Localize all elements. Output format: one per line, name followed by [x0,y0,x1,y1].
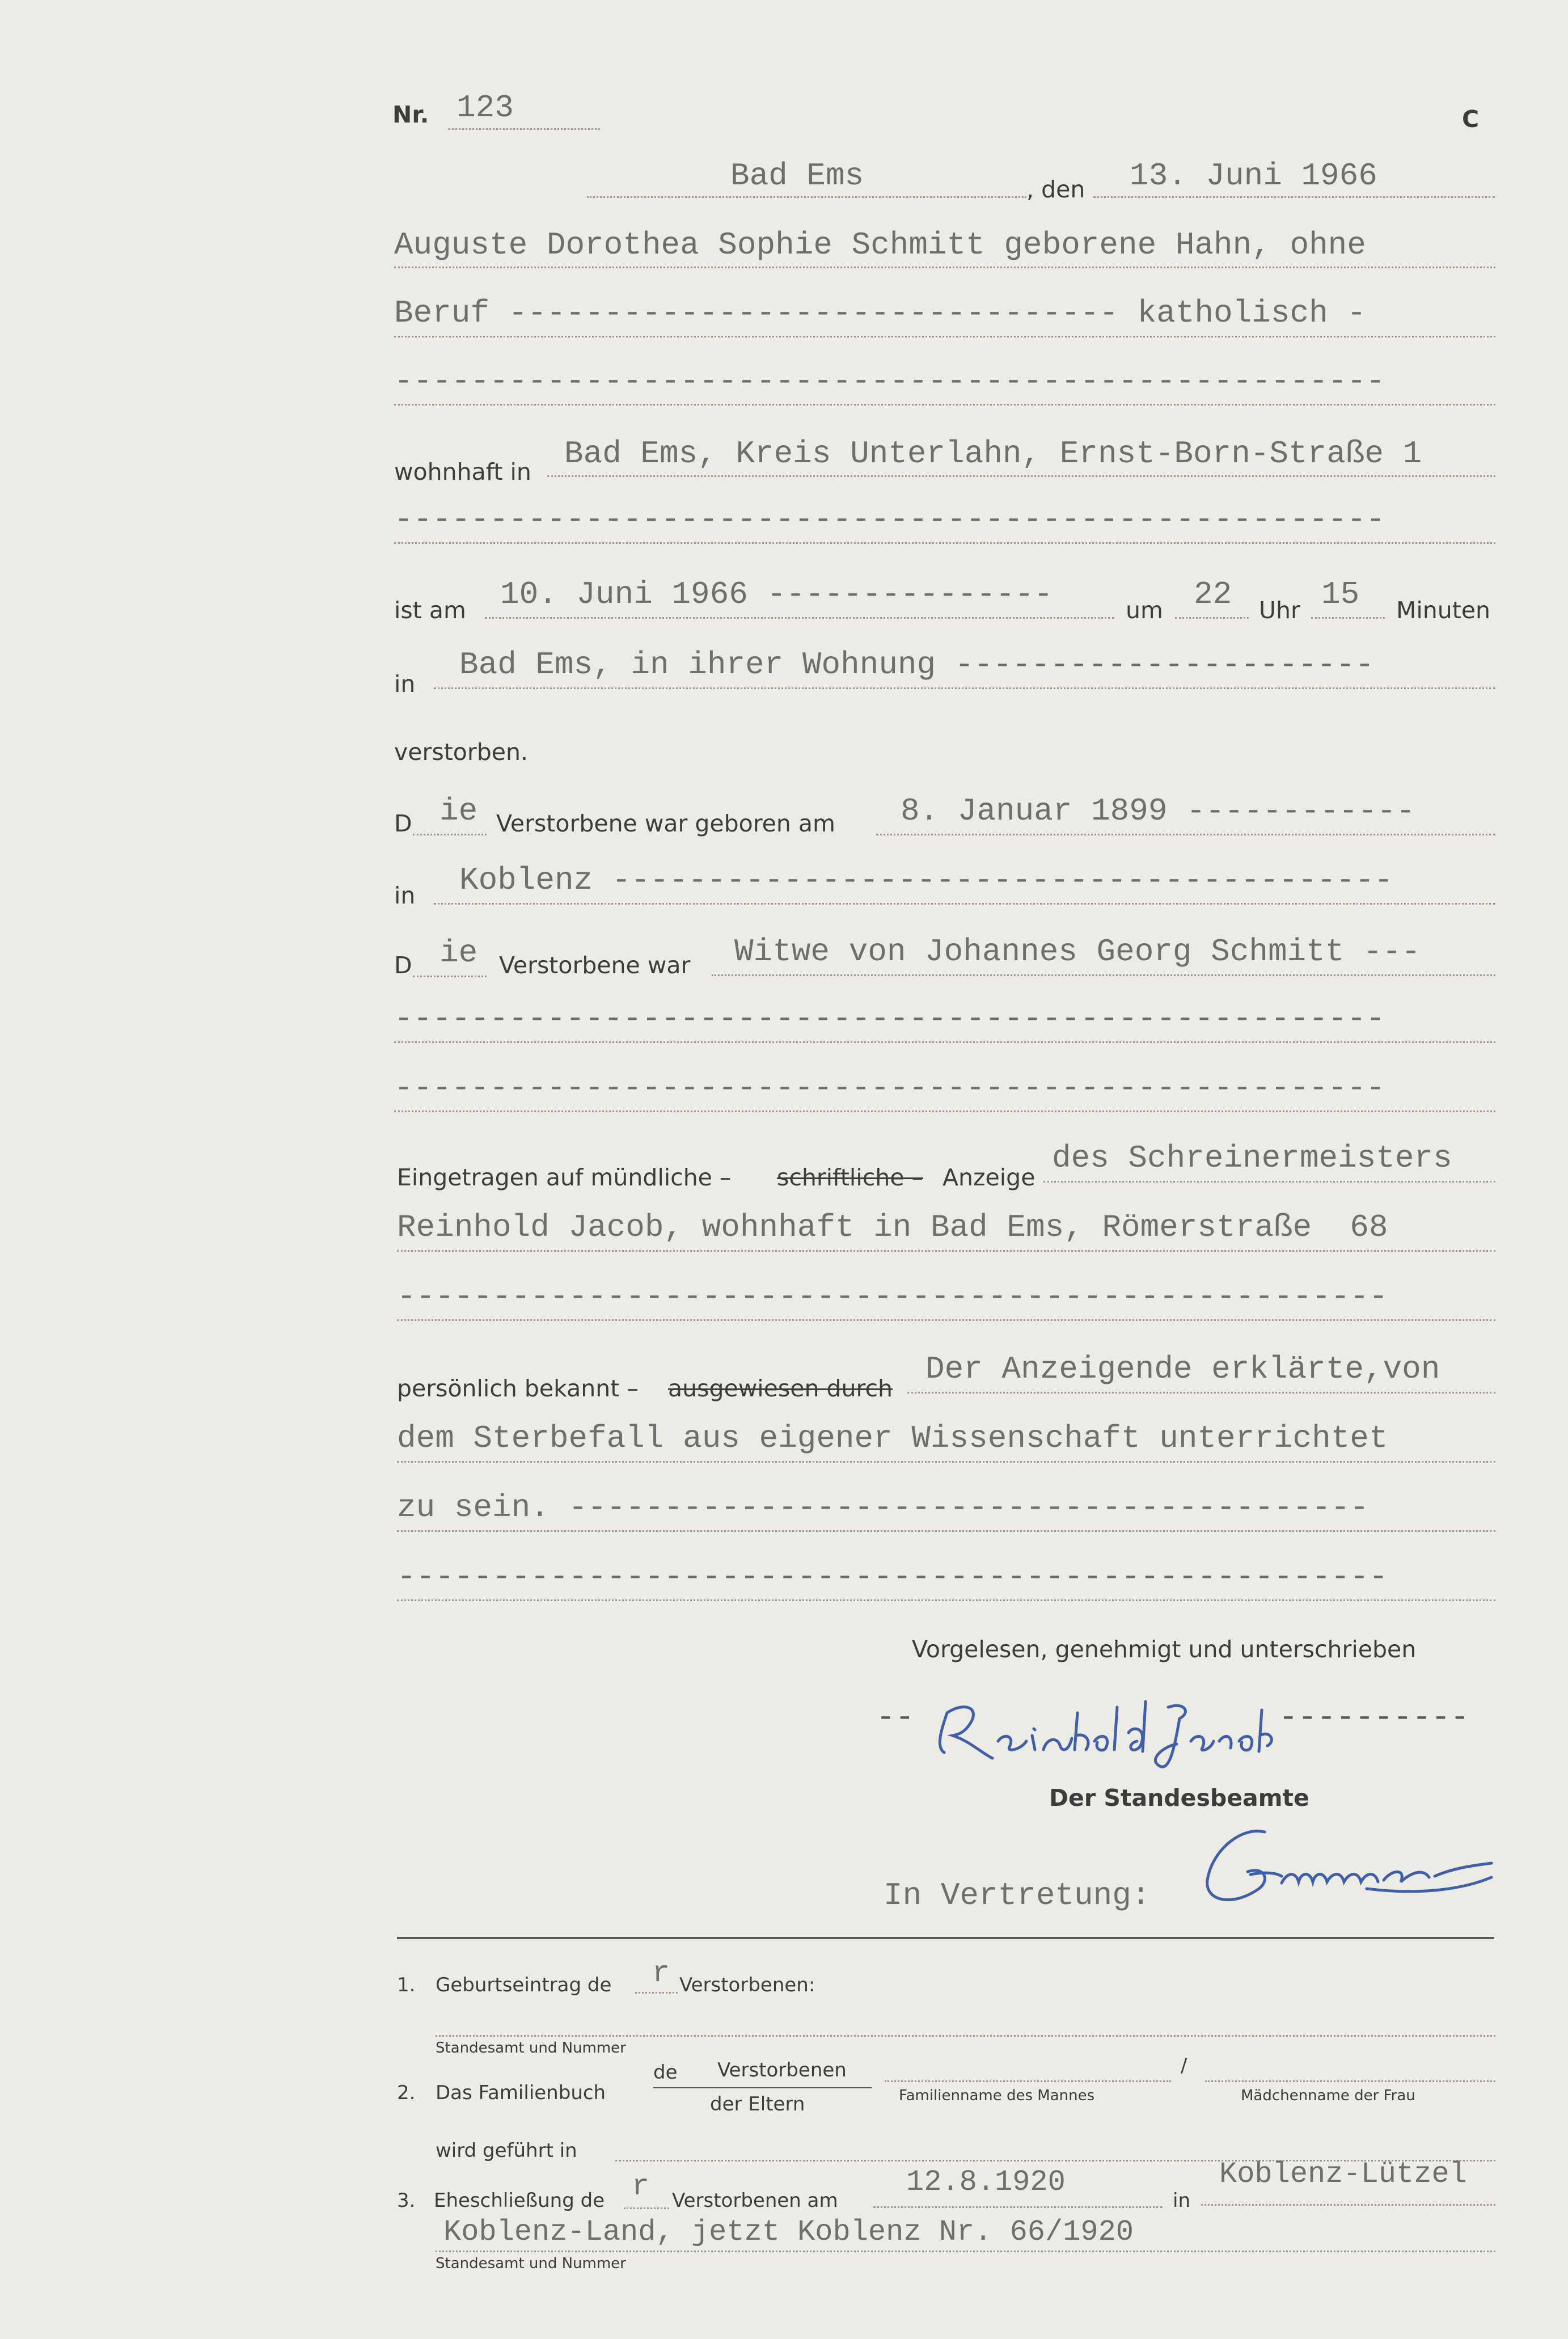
informant-signature [924,1679,1276,1770]
familienbuch-label: Das Familienbuch [436,2082,606,2104]
name-line: Auguste Dorothea Sophie Schmitt geborene Hahn, ohne [394,227,1366,263]
corner-letter: C [1462,105,1480,133]
d-label-1: D [394,810,412,837]
geburt-label-2: Verstorbenen: [679,1974,815,1996]
verstorben-label: verstorben. [394,738,528,766]
d-label-2: D [394,952,412,979]
signature-dash-right: ---------- [1279,1699,1470,1736]
ie-2: ie [439,935,478,971]
den-label: , den [1026,176,1085,203]
schriftliche-struck: schriftliche – [777,1164,923,1191]
registrar-signature [1197,1815,1503,1917]
beruf-line: Beruf -------------------------------- katholisch - [394,295,1366,331]
death-date-value: 10. Juni 1966 --------------- [500,576,1053,613]
um-label: um [1126,597,1163,624]
vorgelesen-label: Vorgelesen, genehmigt und unterschrieben [912,1636,1417,1663]
footer-n1: 1. [397,1974,416,1996]
gefuehrt-label: wird geführt in [436,2139,577,2162]
anzeige-label: Anzeige [943,1164,1036,1191]
dashes-line-5: ---------------------------------------------------- [397,1278,1388,1315]
date-value: 13. Juni 1966 [1130,158,1377,194]
maedchenname-label: Mädchenname der Frau [1241,2087,1415,2104]
footer-separator [397,1937,1494,1939]
minuten-label: Minuten [1396,597,1491,624]
de-label: de [653,2061,678,2084]
ist-am-label: ist am [394,597,466,624]
uhr-label: Uhr [1259,597,1300,624]
footer-n2: 2. [397,2082,416,2104]
nr-label: Nr. [392,101,429,128]
dashes-line-3: ---------------------------------------------------- [394,1000,1385,1037]
death-place-value: Bad Ems, in ihrer Wohnung ---------------------- [459,647,1375,683]
dashes-line-1: ---------------------------------------------------- [394,363,1385,399]
geburt-r: r [652,1957,670,1990]
war-value: Witwe von Johannes Georg Schmitt --- [734,934,1421,970]
birth-place-value: Koblenz ----------------------------------------- [459,862,1393,898]
wohnhaft-label: wohnhaft in [394,458,531,485]
wohnhaft-value: Bad Ems, Kreis Unterlahn, Ernst-Born-Straße 1 [564,436,1422,472]
signature-dash-left: -- [876,1699,915,1736]
anzeige-value-2: Reinhold Jacob, wohnhaft in Bad Ems, Römerstraße 68 [397,1209,1388,1246]
place-value: Bad Ems [730,158,864,194]
birth-date-value: 8. Januar 1899 ------------ [901,793,1415,829]
ehe-in-label: in [1173,2189,1190,2212]
geburt-label: Geburtseintrag de [436,1974,612,1996]
bekannt-value-1: Der Anzeigende erklärte,von [925,1351,1440,1387]
hour-value: 22 [1194,576,1232,613]
minutes-value: 15 [1321,576,1360,613]
bekannt-label: persönlich bekannt – [397,1375,639,1402]
footer-n3: 3. [397,2189,416,2212]
der-eltern-label: der Eltern [710,2093,805,2116]
dashes-line-6: ---------------------------------------------------- [397,1559,1388,1595]
ehe-standesamt: Koblenz-Land, jetzt Koblenz Nr. 66/1920 [443,2215,1134,2249]
war-label: Verstorbene war [499,952,691,979]
vertretung-label: In Vertretung: [884,1877,1151,1914]
ehe-label-2: Verstorbenen am [672,2189,838,2212]
eingetragen-label: Eingetragen auf mündliche – [397,1164,732,1191]
standesamt-label-2: Standesamt und Nummer [436,2255,626,2272]
dashes-line-2: ---------------------------------------------------- [394,501,1385,538]
ehe-place: Koblenz-Lützel [1219,2158,1467,2191]
in-label: in [394,670,416,698]
dashes-line-4: ---------------------------------------------------- [394,1070,1385,1106]
slash-separator: / [1181,2054,1187,2077]
ehe-label: Eheschließung de [434,2189,605,2212]
bekannt-value-3: zu sein. ------------------------------------------ [397,1489,1369,1526]
geboren-label: Verstorbene war geboren am [496,810,835,837]
familienname-label: Familienname des Mannes [899,2087,1095,2104]
anzeige-value-1: des Schreinermeisters [1052,1140,1452,1176]
bekannt-value-2: dem Sterbefall aus eigener Wissenschaft unterrichtet [397,1420,1388,1456]
ausgewiesen-struck: ausgewiesen durch [668,1375,893,1402]
ie-1: ie [439,793,478,829]
standesbeamte-label: Der Standesbeamte [1049,1784,1309,1812]
ehe-date: 12.8.1920 [906,2165,1066,2199]
ehe-r: r [632,2170,650,2203]
standesamt-label-1: Standesamt und Nummer [436,2040,626,2057]
in-label-2: in [394,882,416,909]
verstorbenen-label: Verstorbenen [717,2059,847,2082]
nr-value: 123 [457,90,514,126]
